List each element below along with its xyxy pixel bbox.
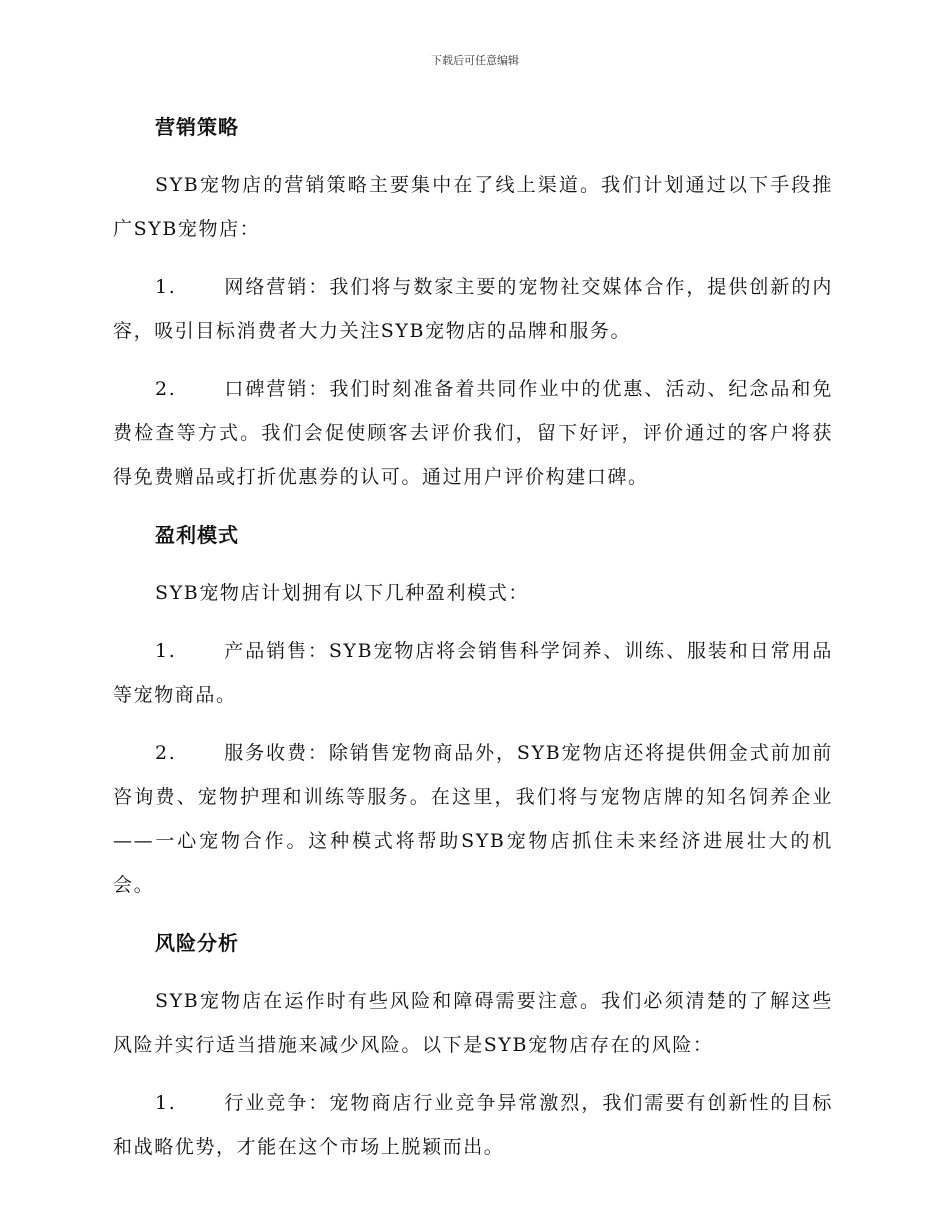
list-item <box>113 265 833 353</box>
list-number: 2. <box>155 742 177 764</box>
section-heading-profit-model: 盈利模式 <box>155 523 239 547</box>
section-heading-risk-analysis: 风险分析 <box>155 931 239 955</box>
list-item-text: 网络营销：我们将与数家主要的宠物社交媒体合作，提供创新的内容，吸引目标消费者大力关注SYB宠物店的品牌和服务。 <box>113 276 833 342</box>
section-intro-marketing: SYB宠物店的营销策略主要集中在了线上渠道。我们计划通过以下手段推广SYB宠物店： <box>113 174 833 240</box>
section-intro-risk-analysis: SYB宠物店在运作时有些风险和障碍需要注意。我们必须清楚的了解这些风险并实行适当措施来减少风险。以下是SYB宠物店存在的风险： <box>113 990 833 1056</box>
list-number: 1. <box>155 1092 177 1114</box>
list-item-text: 行业竞争：宠物商店行业竞争异常激烈，我们需要有创新性的目标和战略优势，才能在这个市场上脱颖而出。 <box>113 1092 833 1158</box>
list-item <box>113 367 833 499</box>
section-intro-profit-model: SYB宠物店计划拥有以下几种盈利模式： <box>155 582 529 604</box>
list-number: 1. <box>155 276 177 298</box>
page-header: 下载后可任意编辑 <box>431 54 519 67</box>
list-item <box>113 629 833 717</box>
list-number: 2. <box>155 378 177 400</box>
list-item-text: 服务收费：除销售宠物商品外，SYB宠物店还将提供佣金式前加前咨询费、宠物护理和训练等服务。在这里，我们将与宠物店牌的知名饲养企业——一心宠物合作。这种模式将帮助SYB宠物店抓住未来经济进展壮大的机会。 <box>113 742 833 896</box>
list-item-text: 口碑营销：我们时刻准备着共同作业中的优惠、活动、纪念品和免费检查等方式。我们会促使顾客去评价我们，留下好评，评价通过的客户将获得免费赠品或打折优惠券的认可。通过用户评价构建口碑。 <box>113 378 833 488</box>
section-heading-marketing: 营销策略 <box>155 115 239 139</box>
list-item <box>113 731 833 907</box>
list-number: 1. <box>155 640 177 662</box>
list-item-text: 产品销售：SYB宠物店将会销售科学饲养、训练、服装和日常用品等宠物商品。 <box>113 640 833 706</box>
list-item <box>113 1081 833 1169</box>
document-body <box>113 105 833 1169</box>
